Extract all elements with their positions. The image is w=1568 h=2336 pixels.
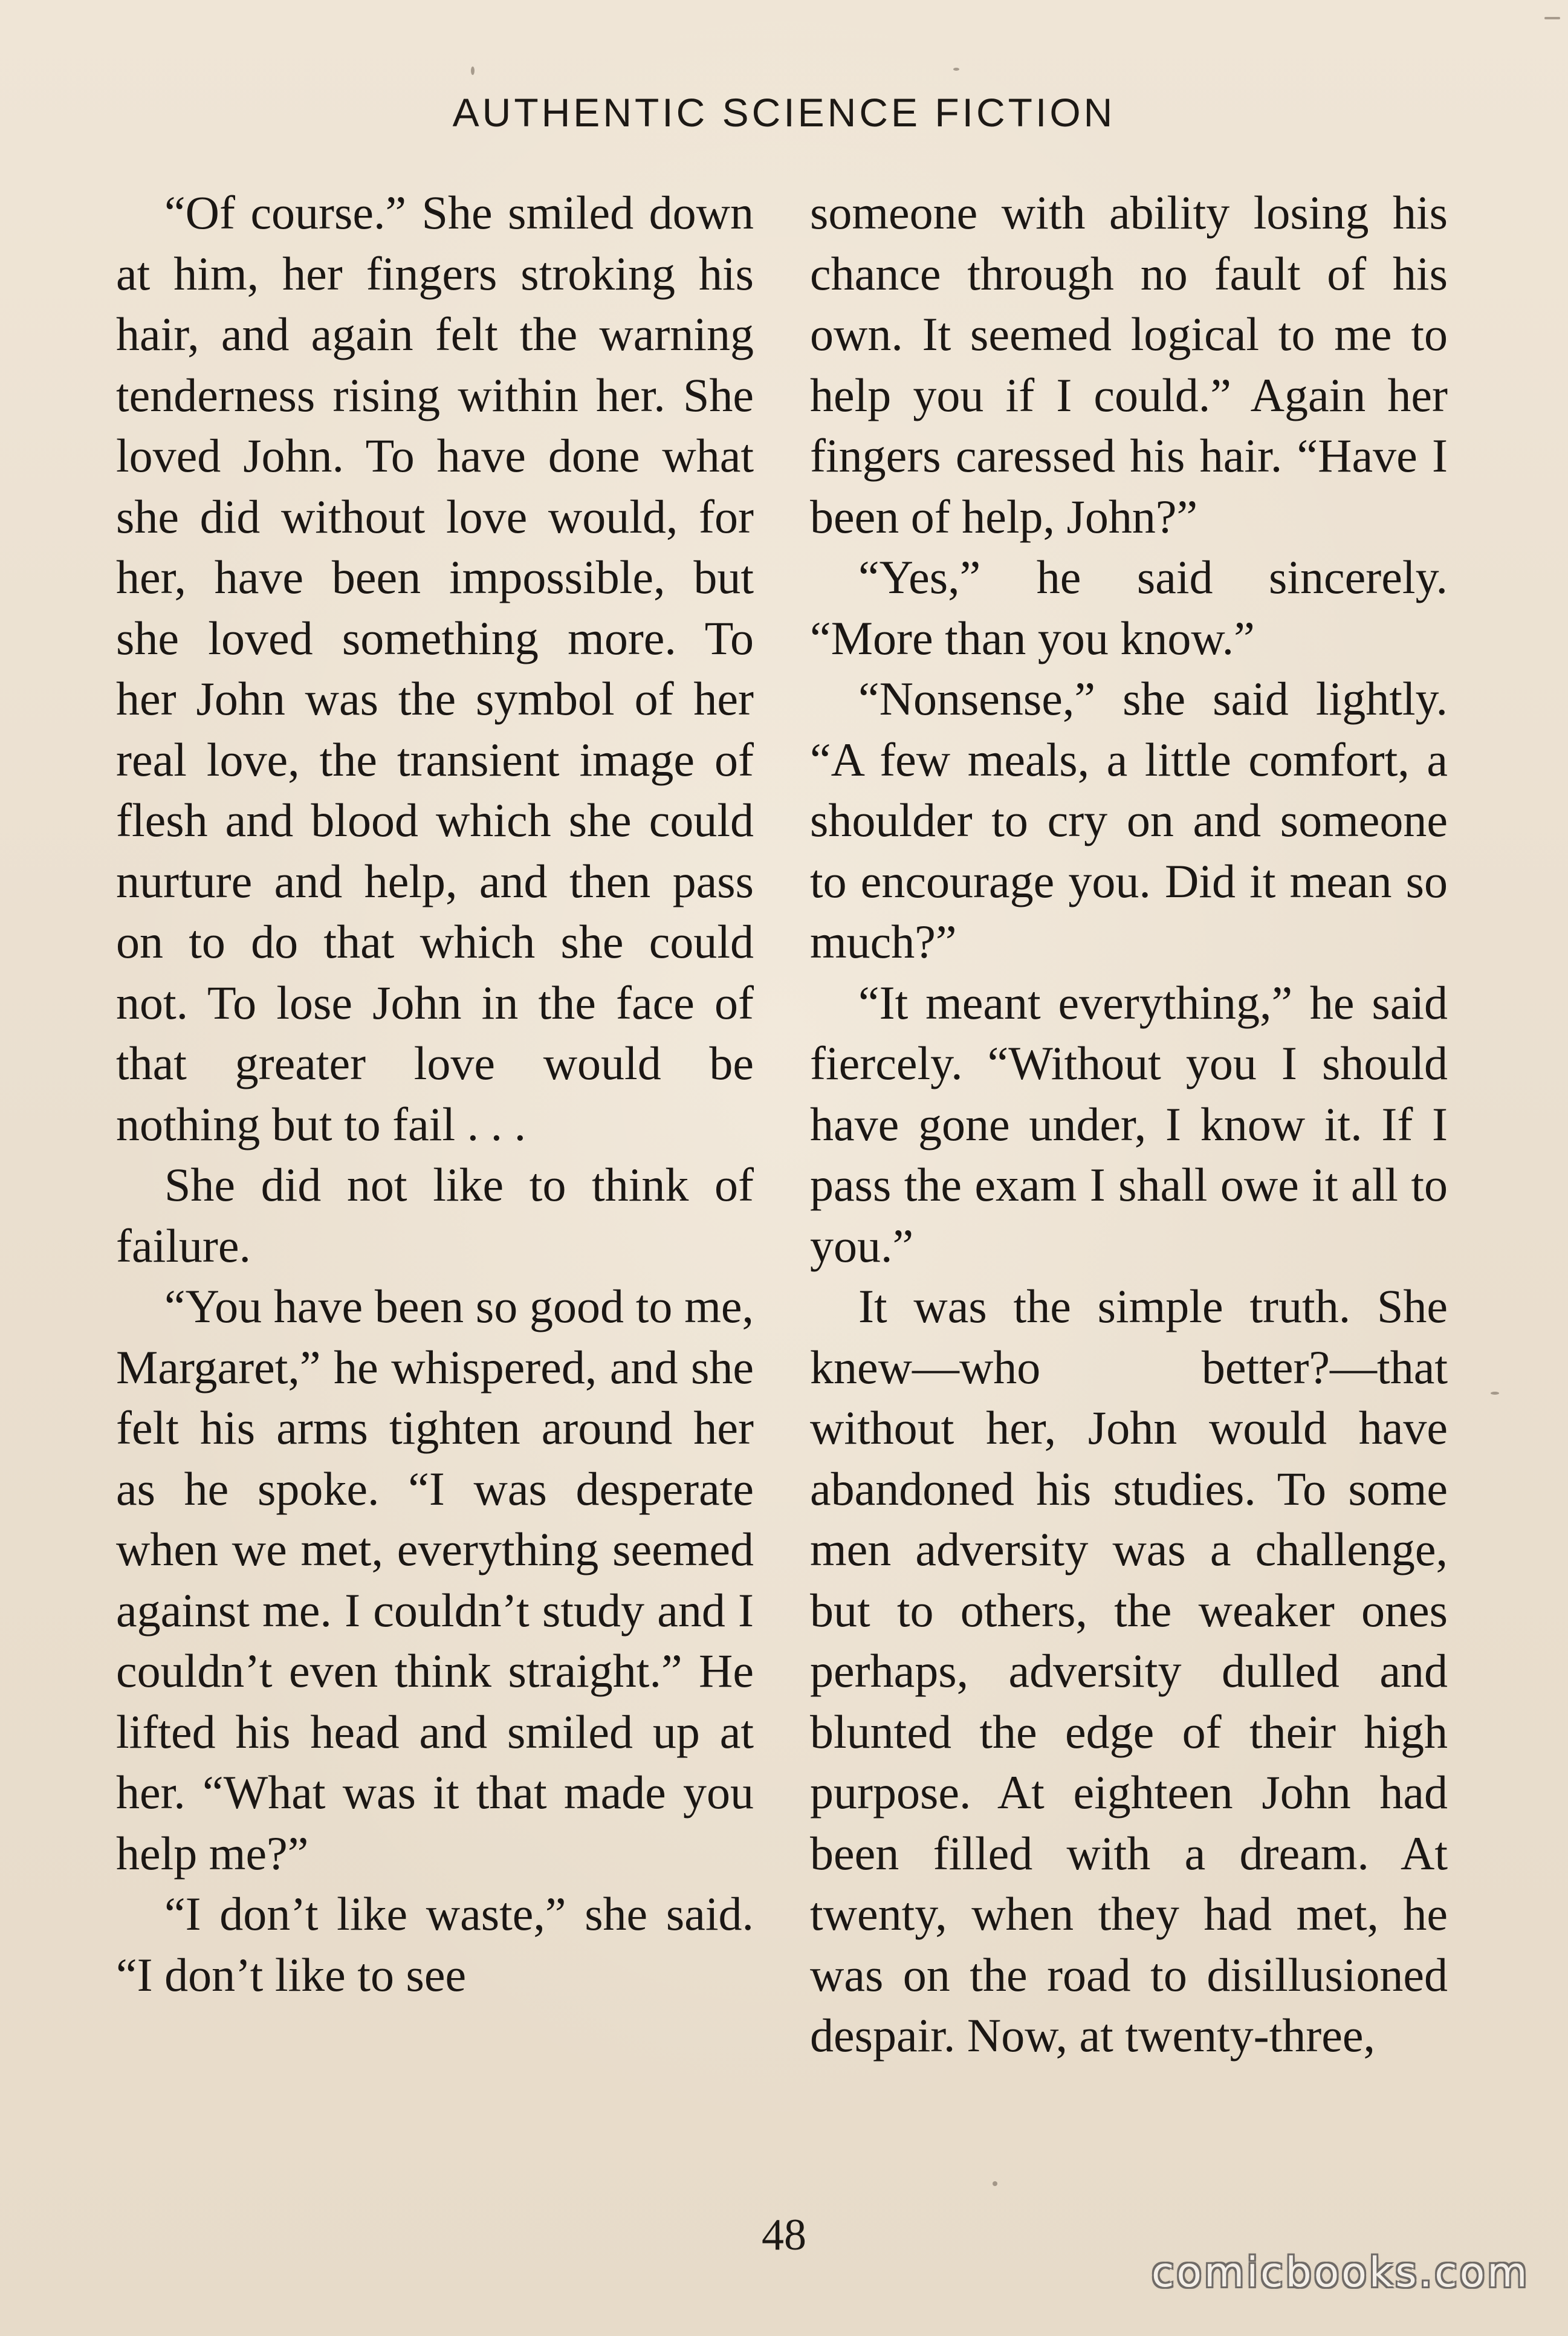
paragraph: She did not like to think of failure. — [116, 1158, 754, 1272]
page-number: 48 — [762, 2210, 806, 2260]
paper-speck — [953, 68, 959, 71]
paragraph: “Nonsense,” she said lightly. “A few meals, a little comfort, a shoulder to cry on and someone to encourage you. Did it mean so much?” — [810, 672, 1448, 968]
paper-speck — [471, 67, 475, 75]
left-text-column — [116, 183, 754, 2005]
paragraph: “It meant everything,” he said fiercely. “Without you I should have gone under, I know it. If I pass the exam I shall owe it all to you.” — [810, 976, 1448, 1272]
paper-speck — [1491, 1392, 1499, 1395]
paragraph: “Of course.” She smiled down at him, her fingers stroking his hair, and again felt the warning tenderness rising within her. She loved John. To have done what she did without love would, for her, have been impossible, but she loved something more. To her John was the symbol of her real love, the transient image of flesh and blood which she could nurture and help, and then pass on to do that which she could not. To lose John in the face of that greater love would be nothing but to fail . . . — [116, 186, 754, 1150]
paragraph: “Yes,” he said sincerely. “More than you know.” — [810, 551, 1448, 664]
paragraph-continued: someone with ability losing his chance through no fault of his own. It seemed logical to me to help you if I could.” Again her fingers caressed his hair. “Have I been of help, John?” — [810, 186, 1448, 543]
paragraph: It was the simple truth. She knew—who better?—that without her, John would have abandoned his studies. To some men adversity was a challenge, but to others, the weaker ones perhaps, adversity dulled and blunted the edge of their high purpose. At eighteen John had been filled with a dream. At twenty, when they had met, he was on the road to disillusioned despair. Now, at twenty-three, — [810, 1280, 1448, 2062]
site-watermark: comicbooks.com — [1152, 2249, 1530, 2297]
paragraph: “You have been so good to me, Margaret,” he whispered, and she felt his arms tighten around her as he spoke. “I was desperate when we met, everything seemed against me. I couldn’t study and I couldn’t even think straight.” He lifted his head and smiled up at her. “What was it that made you help me?” — [116, 1280, 754, 1880]
right-text-column — [810, 183, 1448, 2066]
paragraph: “I don’t like waste,” she said. “I don’t like to see — [116, 1887, 754, 2001]
paper-speck — [993, 2181, 997, 2186]
paper-speck — [1544, 17, 1560, 19]
running-header: AUTHENTIC SCIENCE FICTION — [452, 90, 1116, 135]
